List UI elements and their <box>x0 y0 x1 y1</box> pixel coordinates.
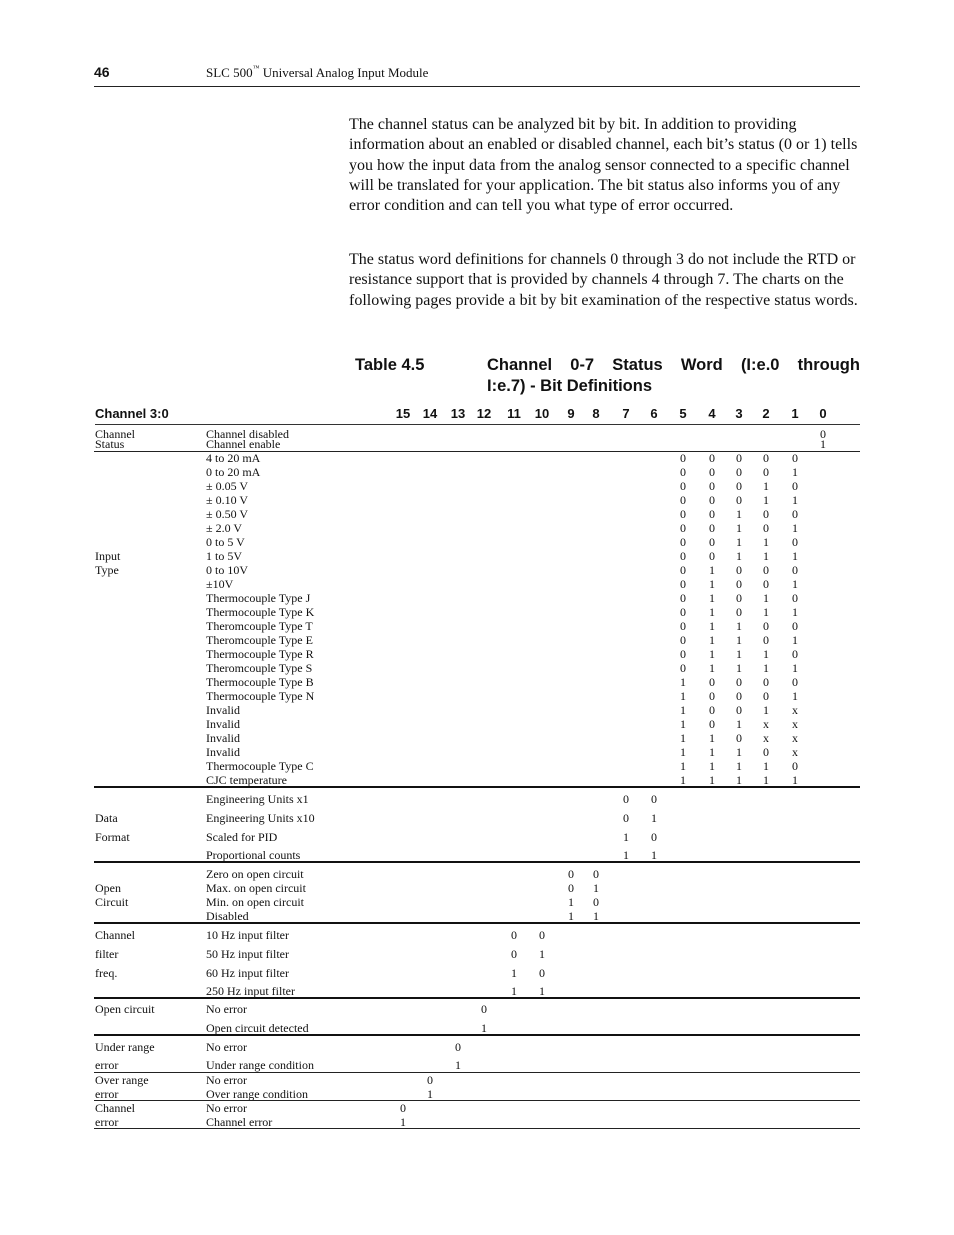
row-description: Theromcouple Type E <box>206 633 313 647</box>
bit-value: 0 <box>736 605 742 619</box>
group-divider <box>94 451 860 452</box>
bit-value: 0 <box>736 675 742 689</box>
bit-value: 0 <box>736 563 742 577</box>
bit-value: 0 <box>709 689 715 703</box>
row-description: Theromcouple Type S <box>206 661 313 675</box>
row-description: 0 to 5 V <box>206 535 245 549</box>
group-label: Channel <box>95 928 135 942</box>
group-label: Format <box>95 829 130 844</box>
bit-value: 1 <box>820 437 826 451</box>
bit-value: 0 <box>763 619 769 633</box>
bit-value: 0 <box>680 549 686 563</box>
row-description: Invalid <box>206 731 240 745</box>
group-label: filter <box>95 946 119 961</box>
bit-value: 0 <box>709 451 715 465</box>
running-title-suffix: Universal Analog Input Module <box>259 65 429 80</box>
bit-header-4: 4 <box>708 406 716 421</box>
bit-value: x <box>792 717 798 731</box>
group-label: Type <box>95 563 119 577</box>
bit-value: 0 <box>680 647 686 661</box>
bit-value: 1 <box>680 717 686 731</box>
row-description: Engineering Units x1 <box>206 792 309 806</box>
bit-value: 0 <box>736 591 742 605</box>
group-divider <box>94 1100 860 1101</box>
bit-value: 0 <box>792 507 798 521</box>
row-description: CJC temperature <box>206 773 287 787</box>
row-description: Thermocouple Type J <box>206 591 311 605</box>
group-divider <box>94 861 860 863</box>
row-description: 50 Hz input filter <box>206 946 289 961</box>
bit-value: 0 <box>539 928 545 942</box>
table-title-word: Word <box>680 356 723 374</box>
bit-value: 1 <box>651 810 657 825</box>
body-paragraph-1: The channel status can be analyzed bit by bit. In addition to providing information about an enabled or disabled channel, each bit’s status (0 or 1) tells you how the input data from the analog sensor connected to a specific channel will be translated for your application. The bit status also informs you of any error condition and can tell you what type of error occurred. <box>349 116 858 215</box>
bit-value: 0 <box>792 479 798 493</box>
bit-value: 0 <box>736 493 742 507</box>
bit-value: 1 <box>709 633 715 647</box>
bit-value: 0 <box>680 605 686 619</box>
row-description: ± 2.0 V <box>206 521 243 535</box>
bit-value: 0 <box>736 577 742 591</box>
bit-value: 0 <box>651 829 657 844</box>
row-description: Channel error <box>206 1115 273 1129</box>
table-column-header <box>95 406 860 425</box>
bit-value: 0 <box>792 535 798 549</box>
bit-value: x <box>792 731 798 745</box>
group-label: Open <box>95 881 121 895</box>
column-label: Channel 3:0 <box>95 406 169 421</box>
bit-value: 1 <box>539 946 545 961</box>
bit-value: 0 <box>511 928 517 942</box>
bit-value: 1 <box>763 493 769 507</box>
bit-value: 1 <box>736 633 742 647</box>
running-title-prefix: SLC 500 <box>206 65 253 80</box>
bit-value: 1 <box>455 1058 461 1072</box>
table-title-word: through <box>797 356 860 374</box>
bit-value: 1 <box>680 703 686 717</box>
bit-header-8: 8 <box>592 406 600 421</box>
bit-value: 1 <box>792 689 798 703</box>
bit-value: 1 <box>593 909 599 923</box>
table-title-line-1 <box>487 355 860 376</box>
bit-value: x <box>763 731 769 745</box>
bit-value: 1 <box>736 619 742 633</box>
row-description: Max. on open circuit <box>206 881 306 895</box>
group-divider <box>94 997 860 999</box>
group-label: Channel <box>95 427 135 441</box>
row-description: ± 0.50 V <box>206 507 249 521</box>
bit-value: 1 <box>763 535 769 549</box>
row-description: Zero on open circuit <box>206 867 304 881</box>
table-title <box>487 355 860 397</box>
bit-header-2: 2 <box>762 406 770 421</box>
bit-value: 1 <box>680 731 686 745</box>
bit-header-6: 6 <box>650 406 658 421</box>
bit-value: 0 <box>736 689 742 703</box>
row-description: 0 to 20 mA <box>206 465 261 479</box>
row-description: 4 to 20 mA <box>206 451 261 465</box>
bit-value: 0 <box>481 1002 487 1016</box>
table-title-word: Status <box>612 356 663 374</box>
bit-value: 1 <box>736 535 742 549</box>
bit-value: 1 <box>709 591 715 605</box>
bit-value: 0 <box>736 703 742 717</box>
bit-header-11: 11 <box>507 406 521 421</box>
bit-value: 0 <box>593 867 599 881</box>
bit-value: 1 <box>680 759 686 773</box>
bit-value: 0 <box>680 563 686 577</box>
body-paragraph-2: The status word definitions for channels 0 through 3 do not include the RTD or resistance support that is provided by channels 4 through 7. The charts on the following pages provide a bit by bit examination of the respective status words. <box>349 251 858 309</box>
bit-value: 0 <box>455 1040 461 1054</box>
bit-value: 0 <box>427 1073 433 1087</box>
bit-value: 0 <box>568 881 574 895</box>
bit-header-5: 5 <box>679 406 687 421</box>
bit-value: 0 <box>709 675 715 689</box>
bit-value: 1 <box>763 647 769 661</box>
row-description: Under range condition <box>206 1058 314 1072</box>
bit-value: 1 <box>568 909 574 923</box>
group-label: Over range <box>95 1073 149 1087</box>
bit-value: 1 <box>709 773 715 787</box>
group-label: Status <box>95 437 125 451</box>
bit-value: 0 <box>763 507 769 521</box>
group-label: Open circuit <box>95 1002 155 1016</box>
bit-value: 0 <box>820 427 826 441</box>
row-description: Thermocouple Type N <box>206 689 315 703</box>
bit-value: 1 <box>763 479 769 493</box>
bit-value: 0 <box>709 479 715 493</box>
row-description: Channel disabled <box>206 427 289 441</box>
table-title-line-2: I:e.7) - Bit Definitions <box>487 377 652 395</box>
bit-value: 1 <box>736 521 742 535</box>
bit-value: 0 <box>763 563 769 577</box>
bit-value: 0 <box>709 549 715 563</box>
bit-value: 1 <box>736 647 742 661</box>
bit-value: 0 <box>792 675 798 689</box>
group-label: Channel <box>95 1101 135 1115</box>
trademark-symbol: ™ <box>252 64 260 72</box>
group-label: Input <box>95 549 121 563</box>
bit-value: 0 <box>763 577 769 591</box>
row-description: ± 0.05 V <box>206 479 249 493</box>
table-label: Table 4.5 <box>355 356 425 374</box>
group-divider <box>94 786 860 788</box>
bit-value: 0 <box>763 451 769 465</box>
bit-header-0: 0 <box>819 406 827 421</box>
bit-value: 0 <box>763 465 769 479</box>
group-label: Data <box>95 810 118 825</box>
group-divider <box>94 922 860 924</box>
bit-value: 0 <box>568 867 574 881</box>
bit-value: 1 <box>763 773 769 787</box>
bit-value: 1 <box>763 703 769 717</box>
bit-value: 0 <box>680 633 686 647</box>
row-description: No error <box>206 1101 247 1115</box>
bit-value: 0 <box>511 946 517 961</box>
bit-header-12: 12 <box>476 406 492 421</box>
bit-value: 1 <box>680 773 686 787</box>
bit-value: 0 <box>763 521 769 535</box>
bit-value: 1 <box>709 759 715 773</box>
group-label: error <box>95 1087 119 1101</box>
bit-value: 0 <box>680 507 686 521</box>
row-description: No error <box>206 1073 247 1087</box>
bit-value: 0 <box>651 792 657 806</box>
bit-value: 0 <box>792 451 798 465</box>
row-description: Invalid <box>206 703 240 717</box>
bit-value: 1 <box>709 605 715 619</box>
bit-value: 1 <box>736 717 742 731</box>
bit-value: 1 <box>736 745 742 759</box>
bit-value: 1 <box>792 773 798 787</box>
bit-value: 0 <box>792 563 798 577</box>
table-title-word: Channel <box>487 356 553 374</box>
row-description: ± 0.10 V <box>206 493 249 507</box>
page-number: 46 <box>94 64 110 80</box>
bit-value: 0 <box>709 535 715 549</box>
bit-value: 1 <box>792 661 798 675</box>
bit-value: 1 <box>680 675 686 689</box>
bit-header-7: 7 <box>622 406 630 421</box>
bit-value: 0 <box>400 1101 406 1115</box>
bit-value: 1 <box>568 895 574 909</box>
bit-header-10: 10 <box>534 406 550 421</box>
row-description: Disabled <box>206 909 249 923</box>
bit-value: 0 <box>763 675 769 689</box>
page-header <box>94 62 860 87</box>
bit-value: 1 <box>709 731 715 745</box>
bit-header-13: 13 <box>450 406 466 421</box>
group-label: error <box>95 1058 119 1072</box>
row-description: ±10V <box>206 577 234 591</box>
table-title-word: (I:e.0 <box>740 356 780 374</box>
bit-value: 0 <box>680 619 686 633</box>
bit-value: 1 <box>763 549 769 563</box>
bit-header-15: 15 <box>395 406 411 421</box>
bit-value: 0 <box>736 451 742 465</box>
bit-value: 0 <box>539 965 545 980</box>
bit-value: 1 <box>792 549 798 563</box>
bit-value: 1 <box>481 1021 487 1035</box>
row-description: Thermocouple Type K <box>206 605 315 619</box>
bit-value: 0 <box>680 479 686 493</box>
group-label: Under range <box>95 1040 155 1054</box>
group-divider <box>94 1034 860 1036</box>
bit-value: 0 <box>736 479 742 493</box>
bit-value: 0 <box>709 703 715 717</box>
bit-value: 0 <box>680 661 686 675</box>
bit-value: 1 <box>709 745 715 759</box>
bit-value: 1 <box>680 745 686 759</box>
bit-value: 1 <box>763 661 769 675</box>
row-description: 60 Hz input filter <box>206 965 289 980</box>
bit-value: 1 <box>709 563 715 577</box>
bit-value: 1 <box>736 507 742 521</box>
bit-header-3: 3 <box>735 406 743 421</box>
bit-value: 0 <box>709 717 715 731</box>
group-label: freq. <box>95 965 118 980</box>
bit-value: 1 <box>400 1115 406 1129</box>
row-description: Thermocouple Type R <box>206 647 314 661</box>
row-description: Scaled for PID <box>206 829 278 844</box>
bit-value: 0 <box>680 521 686 535</box>
bit-value: 1 <box>709 647 715 661</box>
row-description: Over range condition <box>206 1087 308 1101</box>
bit-value: 1 <box>736 549 742 563</box>
bit-value: 1 <box>792 633 798 647</box>
bit-value: 1 <box>792 605 798 619</box>
bit-value: 0 <box>792 591 798 605</box>
row-description: Thermocouple Type B <box>206 675 314 689</box>
row-description: Invalid <box>206 717 240 731</box>
bit-value: 1 <box>623 829 629 844</box>
bit-value: 1 <box>763 605 769 619</box>
bit-value: 0 <box>736 465 742 479</box>
bit-value: 1 <box>539 984 545 999</box>
bit-value: 0 <box>763 745 769 759</box>
bit-value: 1 <box>709 661 715 675</box>
bit-header-9: 9 <box>567 406 575 421</box>
bit-value: 1 <box>427 1087 433 1101</box>
bit-value: 0 <box>709 507 715 521</box>
bit-value: 0 <box>623 810 629 825</box>
bit-value: 1 <box>763 591 769 605</box>
bit-value: 0 <box>623 792 629 806</box>
row-description: Min. on open circuit <box>206 895 304 909</box>
bit-value: 1 <box>709 577 715 591</box>
bit-value: 1 <box>792 577 798 591</box>
bit-value: 1 <box>511 965 517 980</box>
bit-value: 1 <box>736 661 742 675</box>
bit-value: 0 <box>709 493 715 507</box>
bit-value: 0 <box>709 465 715 479</box>
bit-value: 0 <box>680 535 686 549</box>
bit-value: 1 <box>651 848 657 863</box>
bit-value: 0 <box>680 451 686 465</box>
bit-value: 1 <box>736 773 742 787</box>
group-label: Circuit <box>95 895 129 909</box>
bit-value: 1 <box>593 881 599 895</box>
row-description: 1 to 5V <box>206 549 242 563</box>
row-description: Proportional counts <box>206 848 301 863</box>
group-divider <box>94 1072 860 1073</box>
bit-value: 0 <box>763 633 769 647</box>
bit-value: 0 <box>792 647 798 661</box>
row-description: Engineering Units x10 <box>206 810 315 825</box>
row-description: Open circuit detected <box>206 1021 309 1035</box>
bit-value: 0 <box>680 577 686 591</box>
row-description: No error <box>206 1040 247 1054</box>
row-description: Thermocouple Type C <box>206 759 314 773</box>
bit-value: 1 <box>763 759 769 773</box>
row-description: Channel enable <box>206 437 281 451</box>
bit-value: 0 <box>680 493 686 507</box>
bit-value: 1 <box>792 521 798 535</box>
bit-value: x <box>792 703 798 717</box>
row-description: No error <box>206 1002 247 1016</box>
group-label: error <box>95 1115 119 1129</box>
bit-value: 0 <box>709 521 715 535</box>
row-description: 0 to 10V <box>206 563 248 577</box>
row-description: 10 Hz input filter <box>206 928 289 942</box>
bit-header-1: 1 <box>791 406 799 421</box>
bit-value: 1 <box>792 465 798 479</box>
bit-value: x <box>763 717 769 731</box>
bit-value: x <box>792 745 798 759</box>
bit-value: 1 <box>511 984 517 999</box>
bit-value: 0 <box>792 759 798 773</box>
bit-value: 0 <box>680 465 686 479</box>
running-title <box>206 65 428 81</box>
bit-value: 0 <box>736 731 742 745</box>
bit-header-14: 14 <box>422 406 438 421</box>
row-description: Invalid <box>206 745 240 759</box>
bit-value: 0 <box>593 895 599 909</box>
table-title-word: 0-7 <box>570 356 595 374</box>
bit-value: 0 <box>680 591 686 605</box>
bit-value: 1 <box>623 848 629 863</box>
bit-value: 1 <box>680 689 686 703</box>
row-description: Theromcouple Type T <box>206 619 313 633</box>
bit-value: 1 <box>792 493 798 507</box>
row-description: 250 Hz input filter <box>206 984 295 999</box>
bit-value: 1 <box>709 619 715 633</box>
bit-value: 0 <box>763 689 769 703</box>
group-divider <box>94 1128 860 1129</box>
bit-value: 0 <box>792 619 798 633</box>
bit-value: 1 <box>736 759 742 773</box>
